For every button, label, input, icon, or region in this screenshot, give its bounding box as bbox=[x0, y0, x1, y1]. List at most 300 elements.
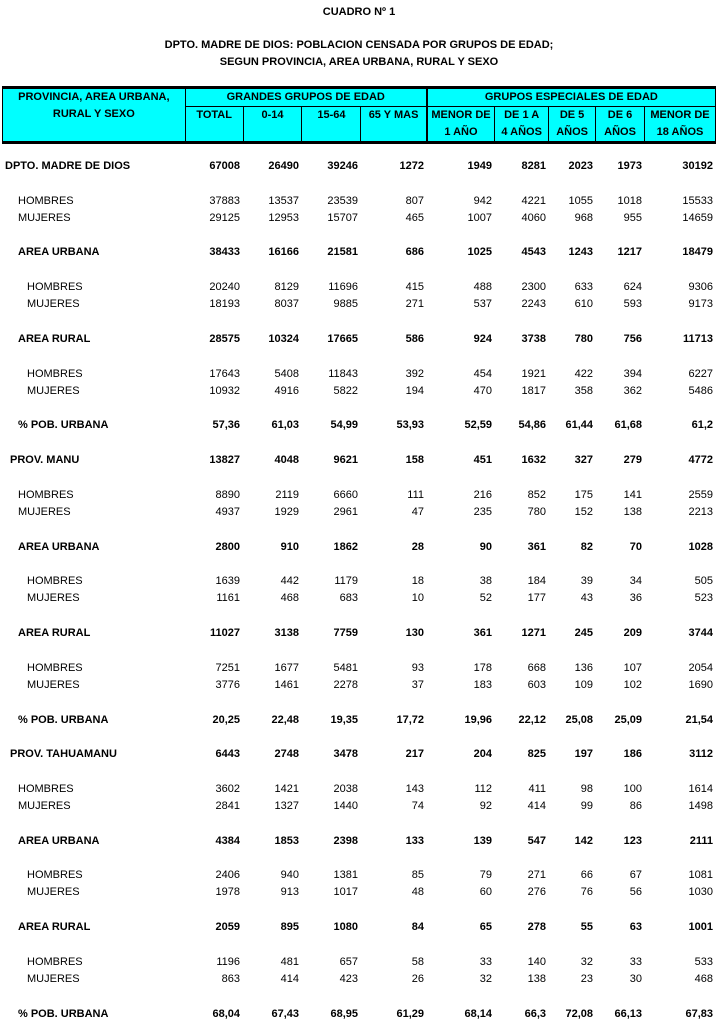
table-cell: 9173 bbox=[688, 298, 713, 311]
group-header-especiales: GRUPOS ESPECIALES DE EDAD bbox=[427, 88, 716, 107]
table-cell: 12953 bbox=[268, 211, 299, 224]
table-cell: 30192 bbox=[682, 160, 713, 172]
table-cell: 423 bbox=[339, 972, 358, 985]
column-header-line bbox=[361, 124, 425, 141]
table-cell: 533 bbox=[694, 955, 713, 968]
table-cell: 56 bbox=[629, 886, 642, 899]
table-cell: 67 bbox=[629, 869, 642, 882]
table-cell: 67,83 bbox=[685, 1007, 713, 1020]
table-row bbox=[2, 573, 716, 590]
table-cell: 2841 bbox=[215, 799, 240, 812]
spacer-row bbox=[2, 227, 716, 244]
column-header-line: DE 5 bbox=[559, 109, 585, 121]
table-cell: 633 bbox=[574, 281, 593, 294]
table-cell: 825 bbox=[527, 748, 546, 761]
spacer-row bbox=[2, 314, 716, 331]
table-cell: 1025 bbox=[467, 246, 492, 259]
table-cell: 465 bbox=[405, 211, 424, 224]
table-cell: 21581 bbox=[327, 246, 358, 259]
table-cell: 2119 bbox=[275, 488, 299, 501]
row-label: MUJERES bbox=[18, 505, 71, 518]
row-label: MUJERES bbox=[27, 298, 80, 311]
table-cell: 32 bbox=[479, 972, 492, 985]
column-header-line: MENOR DE bbox=[650, 109, 710, 121]
table-cell: 102 bbox=[623, 678, 642, 691]
table-cell: 3138 bbox=[274, 627, 299, 640]
table-cell: 33 bbox=[629, 955, 642, 968]
table-header bbox=[2, 86, 716, 144]
table-cell: 43 bbox=[580, 592, 593, 605]
row-label: AREA URBANA bbox=[18, 246, 100, 259]
table-row bbox=[2, 625, 716, 642]
spacer-row bbox=[2, 521, 716, 538]
table-cell: 37 bbox=[411, 678, 424, 691]
row-label: AREA URBANA bbox=[18, 834, 100, 847]
table-cell: 2961 bbox=[333, 505, 358, 518]
table-row bbox=[2, 919, 716, 936]
column-header-line: 4 AÑOS bbox=[501, 126, 542, 138]
row-label: PROV. TAHUAMANU bbox=[10, 748, 117, 761]
table-cell: 278 bbox=[527, 921, 546, 934]
table-cell: 2059 bbox=[215, 921, 240, 934]
table-cell: 66,3 bbox=[524, 1007, 546, 1020]
table-cell: 82 bbox=[580, 540, 593, 553]
table-cell: 2038 bbox=[333, 782, 358, 795]
table-cell: 25,08 bbox=[565, 713, 593, 726]
table-cell: 28575 bbox=[209, 332, 240, 345]
table-row bbox=[2, 244, 716, 261]
table-cell: 11027 bbox=[210, 627, 240, 640]
table-cell: 668 bbox=[527, 661, 546, 674]
table-cell: 4384 bbox=[215, 834, 240, 847]
row-label-header-line2: RURAL Y SEXO bbox=[52, 108, 135, 120]
table-cell: 8037 bbox=[274, 298, 299, 311]
group-header-grandes: GRANDES GRUPOS DE EDAD bbox=[185, 88, 427, 107]
table-cell: 52,59 bbox=[464, 419, 492, 432]
table-row bbox=[2, 660, 716, 677]
table-cell: 271 bbox=[527, 869, 546, 882]
table-cell: 13827 bbox=[209, 454, 240, 467]
row-label-header-line1: PROVINCIA, AREA URBANA, bbox=[18, 91, 170, 103]
table-cell: 756 bbox=[623, 332, 642, 345]
column-header bbox=[302, 107, 361, 143]
table-cell: 1677 bbox=[274, 661, 299, 674]
table-cell: 26490 bbox=[268, 160, 299, 172]
table-cell: 686 bbox=[405, 246, 424, 259]
row-label: HOMBRES bbox=[27, 367, 83, 380]
table-cell: 4916 bbox=[274, 384, 299, 397]
table-cell: 209 bbox=[623, 627, 642, 640]
table-cell: 2748 bbox=[274, 748, 299, 761]
row-label: % POB. URBANA bbox=[18, 419, 109, 432]
table-cell: 235 bbox=[473, 505, 492, 518]
table-cell: 468 bbox=[694, 972, 713, 985]
table-cell: 7251 bbox=[215, 661, 240, 674]
table-cell: 10932 bbox=[209, 384, 240, 397]
table-cell: 1421 bbox=[274, 782, 299, 795]
table-cell: 93 bbox=[411, 661, 424, 674]
column-header-line bbox=[302, 124, 360, 141]
column-header bbox=[185, 107, 243, 143]
table-cell: 1018 bbox=[617, 194, 642, 207]
spacer-row bbox=[2, 988, 716, 1005]
table-cell: 54,99 bbox=[330, 419, 358, 432]
table-cell: 9885 bbox=[333, 298, 358, 311]
table-cell: 11696 bbox=[328, 281, 358, 294]
table-cell: 16166 bbox=[268, 246, 299, 259]
table-cell: 11843 bbox=[328, 367, 358, 380]
spacer-row bbox=[2, 763, 716, 780]
table-cell: 178 bbox=[473, 661, 492, 674]
table-cell: 5486 bbox=[688, 384, 713, 397]
table-cell: 8129 bbox=[274, 281, 299, 294]
table-row bbox=[2, 954, 716, 971]
table-cell: 276 bbox=[527, 886, 546, 899]
table-cell: 2559 bbox=[688, 488, 713, 501]
table-cell: 968 bbox=[574, 211, 593, 224]
table-cell: 67,43 bbox=[271, 1007, 299, 1020]
table-cell: 1017 bbox=[333, 886, 358, 899]
spacer-row bbox=[2, 469, 716, 486]
table-row bbox=[2, 487, 716, 504]
table-cell: 76 bbox=[580, 886, 593, 899]
table-row bbox=[2, 452, 716, 469]
table-cell: 17,72 bbox=[396, 713, 424, 726]
table-cell: 1179 bbox=[334, 575, 358, 588]
table-row bbox=[2, 504, 716, 521]
table-cell: 139 bbox=[473, 834, 492, 847]
column-header-line: 18 AÑOS bbox=[656, 126, 704, 138]
table-cell: 3744 bbox=[688, 627, 713, 640]
column-header bbox=[596, 107, 645, 143]
table-cell: 138 bbox=[527, 972, 546, 985]
table-cell: 2278 bbox=[333, 678, 358, 691]
table-cell: 183 bbox=[473, 678, 492, 691]
table-cell: 67008 bbox=[209, 160, 240, 172]
table-cell: 2300 bbox=[521, 281, 546, 294]
table-cell: 422 bbox=[574, 367, 593, 380]
table-cell: 20240 bbox=[209, 281, 240, 294]
table-cell: 52 bbox=[479, 592, 492, 605]
table-cell: 5481 bbox=[333, 661, 358, 674]
row-label: MUJERES bbox=[27, 592, 80, 605]
table-cell: 361 bbox=[473, 627, 492, 640]
table-cell: 1690 bbox=[688, 678, 713, 691]
table-cell: 624 bbox=[623, 281, 642, 294]
table-cell: 15533 bbox=[682, 194, 713, 207]
table-cell: 1217 bbox=[617, 246, 642, 259]
table-cell: 5408 bbox=[274, 367, 299, 380]
table-cell: 2213 bbox=[688, 505, 713, 518]
table-cell: 4937 bbox=[215, 505, 240, 518]
table-row bbox=[2, 971, 716, 988]
spacer-row bbox=[2, 902, 716, 919]
table-cell: 1028 bbox=[688, 540, 713, 553]
table-cell: 414 bbox=[280, 972, 299, 985]
table-row bbox=[2, 833, 716, 850]
table-cell: 66,13 bbox=[614, 1007, 642, 1020]
spacer-row bbox=[2, 729, 716, 746]
column-header-line: 65 Y MAS bbox=[368, 109, 419, 121]
column-header-line: 15-64 bbox=[317, 109, 346, 121]
table-cell: 245 bbox=[574, 627, 593, 640]
data-table bbox=[2, 158, 716, 1023]
column-header-line: 0-14 bbox=[261, 109, 284, 121]
table-row bbox=[2, 746, 716, 763]
table-cell: 13537 bbox=[268, 194, 299, 207]
table-cell: 1973 bbox=[617, 160, 642, 172]
table-cell: 1030 bbox=[688, 886, 713, 899]
table-cell: 85 bbox=[411, 869, 424, 882]
row-label: AREA URBANA bbox=[18, 540, 100, 553]
table-cell: 1055 bbox=[568, 194, 593, 207]
table-cell: 70 bbox=[629, 540, 642, 553]
table-cell: 133 bbox=[405, 834, 424, 847]
table-row bbox=[2, 417, 716, 434]
table-cell: 100 bbox=[623, 782, 642, 795]
spacer-row bbox=[2, 815, 716, 832]
spacer-row bbox=[2, 556, 716, 573]
table-cell: 940 bbox=[280, 869, 299, 882]
table-cell: 72,08 bbox=[565, 1007, 593, 1020]
table-cell: 3478 bbox=[333, 748, 358, 761]
table-cell: 4543 bbox=[521, 246, 546, 259]
table-cell: 4060 bbox=[521, 211, 546, 224]
table-cell: 4772 bbox=[688, 454, 713, 467]
table-cell: 5822 bbox=[333, 384, 358, 397]
table-row bbox=[2, 296, 716, 313]
table-cell: 197 bbox=[574, 748, 593, 761]
table-cell: 9621 bbox=[333, 454, 358, 467]
table-cell: 92 bbox=[479, 799, 492, 812]
table-cell: 1381 bbox=[333, 869, 358, 882]
spacer-row bbox=[2, 262, 716, 279]
table-cell: 22,12 bbox=[518, 713, 546, 726]
table-cell: 18 bbox=[411, 575, 424, 588]
table-cell: 54,86 bbox=[518, 419, 546, 432]
table-cell: 63 bbox=[629, 921, 642, 934]
table-cell: 361 bbox=[527, 540, 546, 553]
row-label: HOMBRES bbox=[27, 661, 83, 674]
column-header bbox=[427, 107, 495, 143]
table-cell: 6443 bbox=[215, 748, 240, 761]
table-cell: 19,35 bbox=[330, 713, 358, 726]
table-cell: 26 bbox=[411, 972, 424, 985]
table-cell: 415 bbox=[405, 281, 424, 294]
row-label: HOMBRES bbox=[27, 869, 83, 882]
table-cell: 2406 bbox=[215, 869, 240, 882]
table-cell: 60 bbox=[479, 886, 492, 899]
table-cell: 8890 bbox=[215, 488, 240, 501]
table-number: CUADRO Nº 1 bbox=[322, 6, 396, 18]
table-cell: 1461 bbox=[274, 678, 299, 691]
table-cell: 47 bbox=[411, 505, 424, 518]
row-label: DPTO. MADRE DE DIOS bbox=[5, 160, 131, 172]
table-row bbox=[2, 366, 716, 383]
table-cell: 863 bbox=[221, 972, 240, 985]
table-cell: 140 bbox=[527, 955, 546, 968]
table-cell: 74 bbox=[411, 799, 424, 812]
column-header bbox=[361, 107, 427, 143]
table-cell: 61,2 bbox=[691, 419, 713, 432]
table-cell: 392 bbox=[405, 367, 424, 380]
table-cell: 7759 bbox=[333, 627, 358, 640]
table-cell: 1632 bbox=[521, 454, 546, 467]
table-cell: 327 bbox=[574, 454, 593, 467]
table-cell: 1001 bbox=[688, 921, 713, 934]
table-cell: 547 bbox=[527, 834, 546, 847]
table-cell: 6660 bbox=[333, 488, 358, 501]
table-cell: 414 bbox=[527, 799, 546, 812]
column-header-line: AÑOS bbox=[604, 126, 636, 138]
table-cell: 138 bbox=[623, 505, 642, 518]
table-cell: 79 bbox=[479, 869, 492, 882]
column-header bbox=[243, 107, 302, 143]
column-header-line: DE 1 A bbox=[504, 109, 540, 121]
row-label-header bbox=[3, 88, 186, 143]
table-cell: 33 bbox=[479, 955, 492, 968]
table-row bbox=[2, 193, 716, 210]
table-cell: 29125 bbox=[209, 211, 240, 224]
table-cell: 98 bbox=[580, 782, 593, 795]
table-cell: 84 bbox=[411, 921, 424, 934]
table-cell: 17643 bbox=[209, 367, 240, 380]
table-cell: 14659 bbox=[682, 211, 713, 224]
table-cell: 537 bbox=[473, 298, 492, 311]
row-label: AREA RURAL bbox=[18, 921, 91, 934]
table-cell: 442 bbox=[280, 575, 299, 588]
table-cell: 481 bbox=[280, 955, 299, 968]
table-cell: 175 bbox=[574, 488, 593, 501]
table-cell: 1929 bbox=[274, 505, 299, 518]
spacer-row bbox=[2, 642, 716, 659]
column-header-line: TOTAL bbox=[196, 109, 232, 121]
table-cell: 4221 bbox=[521, 194, 546, 207]
table-cell: 942 bbox=[473, 194, 492, 207]
table-cell: 924 bbox=[473, 332, 492, 345]
table-cell: 910 bbox=[280, 540, 299, 553]
table-cell: 1853 bbox=[274, 834, 299, 847]
row-label: % POB. URBANA bbox=[18, 1007, 109, 1020]
table-cell: 158 bbox=[405, 454, 424, 467]
table-cell: 55 bbox=[580, 921, 593, 934]
spacer-row bbox=[2, 435, 716, 452]
table-cell: 2023 bbox=[568, 160, 593, 172]
table-row bbox=[2, 867, 716, 884]
table-cell: 10324 bbox=[268, 332, 299, 345]
table-row bbox=[2, 712, 716, 729]
spacer-row bbox=[2, 850, 716, 867]
table-cell: 3738 bbox=[521, 332, 546, 345]
row-label: HOMBRES bbox=[27, 575, 83, 588]
column-header bbox=[645, 107, 716, 143]
spacer-row bbox=[2, 608, 716, 625]
table-cell: 6227 bbox=[688, 367, 713, 380]
table-cell: 603 bbox=[527, 678, 546, 691]
table-cell: 1498 bbox=[688, 799, 713, 812]
table-cell: 86 bbox=[629, 799, 642, 812]
row-label: MUJERES bbox=[18, 211, 71, 224]
table-cell: 177 bbox=[527, 592, 546, 605]
table-cell: 1949 bbox=[467, 160, 492, 172]
table-cell: 66 bbox=[580, 869, 593, 882]
table-cell: 25,09 bbox=[614, 713, 642, 726]
row-label: HOMBRES bbox=[27, 955, 83, 968]
table-cell: 34 bbox=[629, 575, 642, 588]
table-cell: 130 bbox=[405, 627, 424, 640]
table-row bbox=[2, 781, 716, 798]
table-cell: 358 bbox=[574, 384, 593, 397]
table-cell: 123 bbox=[623, 834, 642, 847]
table-cell: 184 bbox=[527, 575, 546, 588]
spacer-row bbox=[2, 348, 716, 365]
table-cell: 1817 bbox=[521, 384, 546, 397]
row-label: HOMBRES bbox=[27, 281, 83, 294]
table-cell: 142 bbox=[574, 834, 593, 847]
column-header-line bbox=[186, 124, 243, 141]
table-cell: 217 bbox=[405, 748, 424, 761]
row-label: % POB. URBANA bbox=[18, 713, 109, 726]
table-cell: 90 bbox=[479, 540, 492, 553]
table-cell: 152 bbox=[574, 505, 593, 518]
table-cell: 30 bbox=[629, 972, 642, 985]
table-cell: 470 bbox=[473, 384, 492, 397]
row-label: MUJERES bbox=[27, 886, 80, 899]
table-cell: 204 bbox=[473, 748, 492, 761]
table-cell: 3112 bbox=[689, 748, 713, 761]
table-cell: 1081 bbox=[688, 869, 713, 882]
table-row bbox=[2, 1006, 716, 1023]
table-cell: 136 bbox=[574, 661, 593, 674]
table-cell: 61,68 bbox=[614, 419, 642, 432]
table-cell: 39246 bbox=[327, 160, 358, 172]
table-cell: 10 bbox=[411, 592, 424, 605]
column-header-line: AÑOS bbox=[556, 126, 588, 138]
table-cell: 807 bbox=[405, 194, 424, 207]
table-cell: 454 bbox=[473, 367, 492, 380]
table-cell: 362 bbox=[623, 384, 642, 397]
table-cell: 2111 bbox=[689, 834, 713, 847]
table-cell: 1271 bbox=[521, 627, 546, 640]
table-cell: 279 bbox=[623, 454, 642, 467]
table-cell: 22,48 bbox=[271, 713, 299, 726]
table-row bbox=[2, 383, 716, 400]
table-cell: 1440 bbox=[333, 799, 358, 812]
table-cell: 1080 bbox=[333, 921, 358, 934]
table-row bbox=[2, 279, 716, 296]
table-cell: 19,96 bbox=[464, 713, 492, 726]
table-cell: 411 bbox=[528, 782, 546, 795]
table-cell: 2398 bbox=[333, 834, 358, 847]
table-cell: 913 bbox=[280, 886, 299, 899]
table-cell: 2800 bbox=[215, 540, 240, 553]
table-cell: 39 bbox=[580, 575, 593, 588]
table-row bbox=[2, 210, 716, 227]
table-cell: 1272 bbox=[399, 160, 424, 172]
table-row bbox=[2, 158, 716, 175]
table-cell: 186 bbox=[623, 748, 642, 761]
table-row bbox=[2, 539, 716, 556]
row-label: MUJERES bbox=[18, 799, 71, 812]
table-cell: 1921 bbox=[521, 367, 546, 380]
spacer-row bbox=[2, 400, 716, 417]
table-cell: 657 bbox=[339, 955, 358, 968]
table-cell: 53,93 bbox=[396, 419, 424, 432]
row-label: PROV. MANU bbox=[10, 454, 80, 467]
column-header bbox=[549, 107, 596, 143]
table-cell: 11713 bbox=[683, 332, 713, 345]
table-cell: 955 bbox=[623, 211, 642, 224]
